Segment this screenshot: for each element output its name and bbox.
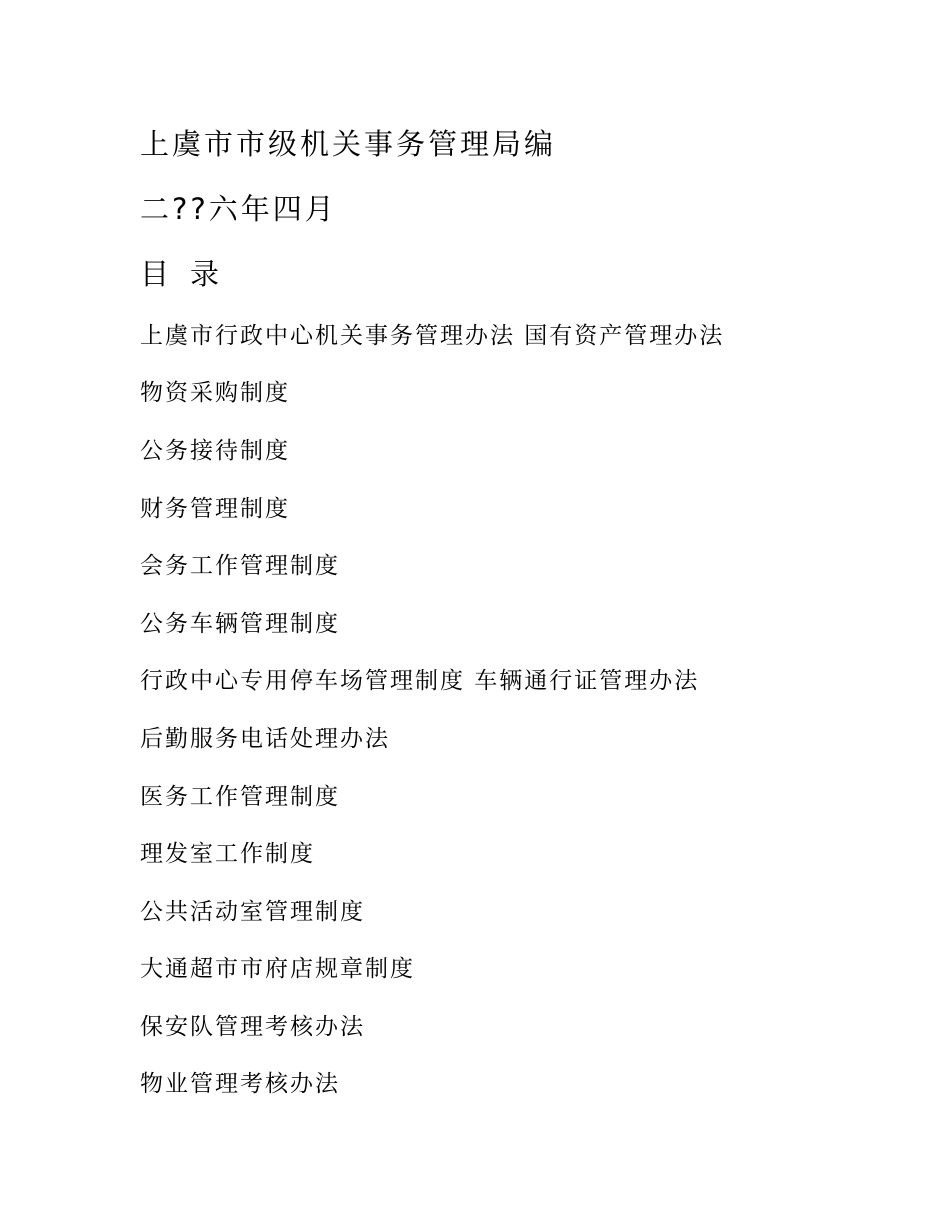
toc-item-1: 上虞市行政中心机关事务管理办法 国有资产管理办法 xyxy=(140,323,725,349)
toc-item-11: 公共活动室管理制度 xyxy=(140,899,365,925)
toc-item-5: 会务工作管理制度 xyxy=(140,553,340,579)
toc-item-12: 大通超市市府店规章制度 xyxy=(140,956,415,982)
editor-line: 上虞市市级机关事务管理局编 xyxy=(140,127,557,161)
toc-item-10: 理发室工作制度 xyxy=(140,841,315,867)
toc-title xyxy=(140,252,222,293)
toc-item-3: 公务接待制度 xyxy=(140,438,290,464)
toc-item-9: 医务工作管理制度 xyxy=(140,784,340,810)
toc-item-2: 物资采购制度 xyxy=(140,380,290,406)
toc-title-part2: 录 xyxy=(190,257,223,291)
toc-item-8: 后勤服务电话处理办法 xyxy=(140,726,390,752)
toc-item-13: 保安队管理考核办法 xyxy=(140,1014,365,1040)
date-line: 二??六年四月 xyxy=(140,192,337,226)
toc-item-14: 物业管理考核办法 xyxy=(140,1071,340,1097)
toc-item-7: 行政中心专用停车场管理制度 车辆通行证管理办法 xyxy=(140,668,700,694)
toc-item-4: 财务管理制度 xyxy=(140,496,290,522)
toc-item-6: 公务车辆管理制度 xyxy=(140,611,340,637)
toc-title-part1: 目 xyxy=(140,257,173,291)
